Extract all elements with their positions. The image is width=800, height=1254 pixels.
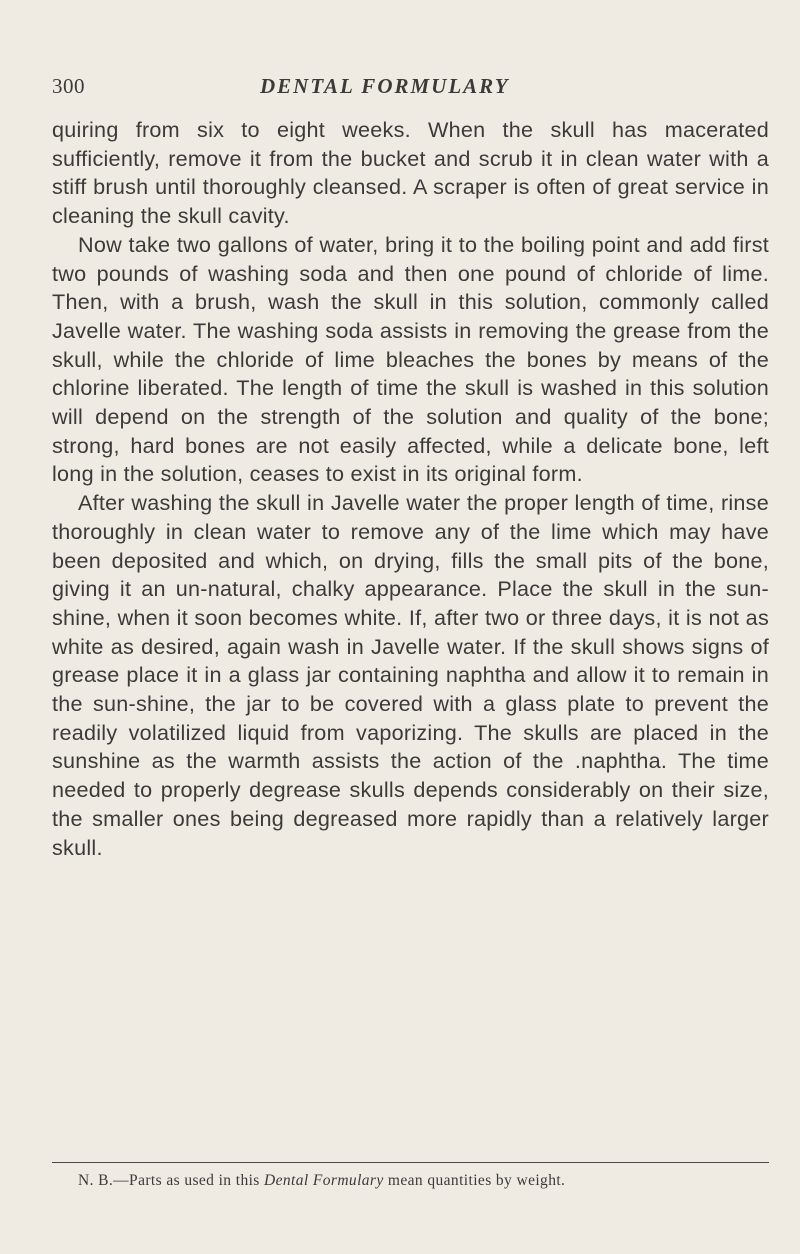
footnote-emphasis: Dental Formulary xyxy=(264,1172,384,1189)
body-text xyxy=(52,116,769,862)
footnote-prefix: N. B.—Parts as used in this xyxy=(78,1172,265,1189)
paragraph-rinsing-and-degreasing: After washing the skull in Javelle water the proper length of time, rinse thoroughly in clean water to remove any of the lime which may have been deposited and which, on drying, fills the small pits of the bone, giving it an un-natural, chalky appearance. Place the skull in the sun-shine, when it soon becomes white. If, after two or three days, it is not as white as desired, again wash in Javelle water. If the skull shows signs of grease place it in a glass jar containing naphtha and allow it to remain in the sun-shine, the jar to be covered with a glass plate to prevent the readily volatilized liquid from vaporizing. The skulls are placed in the sunshine as the warmth assists the action of the .naphtha. The time needed to properly degrease skulls depends considerably on their size, the smaller ones being degreased more rapidly than a relatively larger skull. xyxy=(52,490,769,860)
paragraph-javelle-water: Now take two gallons of water, bring it to the boiling point and add first two pounds of washing soda and then one pound of chloride of lime. Then, with a brush, wash the skull in this solution, commonly called Javelle water. The washing soda assists in removing the grease from the skull, while the chloride of lime bleaches the bones by means of the chlorine liberated. The length of time the skull is washed in this solution will depend on the strength of the solution and quality of the bone; strong, hard bones are not easily affected, while a delicate bone, left long in the solution, ceases to exist in its original form. xyxy=(52,231,769,487)
running-title: DENTAL FORMULARY xyxy=(260,74,510,98)
footnote-divider xyxy=(52,1162,769,1163)
footnote-suffix: mean quantities by weight. xyxy=(383,1172,566,1189)
paragraph-continuation: quiring from six to eight weeks. When the skull has macerated sufficiently, remove it from the bucket and scrub it in clean water with a stiff brush until thoroughly cleansed. A scraper is often of great service in cleaning the skull cavity. xyxy=(52,117,769,229)
running-head xyxy=(52,74,772,104)
page-number: 300 xyxy=(52,74,85,98)
footnote xyxy=(52,1171,769,1191)
